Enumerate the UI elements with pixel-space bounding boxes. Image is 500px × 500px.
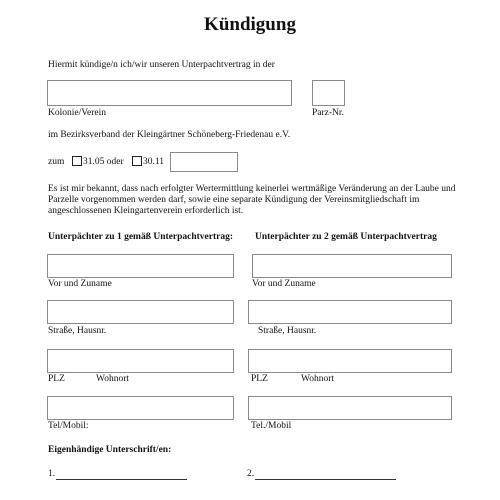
tenant2-street-label: Straße, Hausnr. (258, 326, 317, 336)
tenant1-street-label: Straße, Hausnr. (48, 326, 107, 336)
tenant2-tel-input[interactable] (248, 396, 452, 420)
tenant1-name-input[interactable] (47, 254, 234, 278)
zum-label: zum (48, 157, 65, 167)
date-3105-label: 31.05 oder (83, 157, 124, 167)
tenant1-tel-input[interactable] (47, 396, 234, 420)
tenant2-name-label: Vor und Zuname (252, 279, 316, 289)
year-input[interactable] (170, 152, 238, 172)
tenant1-name-label: Vor und Zuname (48, 279, 112, 289)
page-title: Kündigung (204, 14, 296, 35)
tenant1-wohnort-label: Wohnort (96, 374, 130, 384)
tenant1-plz-label: PLZ (48, 374, 65, 384)
intro-text: Hiermit kündige/n ich/wir unseren Unterpachtvertrag in der (48, 60, 275, 70)
notice-paragraph: Es ist mir bekannt, dass nach erfolgter Wertermittlung keinerlei wertmäßige Veränderung an der Laube und Parzelle vorgenommen werden darf, sowie eine separate Kündigung der Vereinsmitgliedschaft im angeschlossenen Kleingartenverein erforderlich ist. (48, 184, 456, 216)
tenant1-street-input[interactable] (47, 300, 234, 324)
signature-heading: Eigenhändige Unterschrift/en: (48, 445, 172, 455)
tenant2-plz-label: PLZ (251, 374, 268, 384)
signature2-line[interactable] (255, 479, 396, 480)
signature1-label: 1. (48, 469, 56, 479)
signature2-label: 2. (247, 469, 255, 479)
tenant2-heading: Unterpächter zu 2 gemäß Unterpachtvertrag (255, 232, 437, 242)
date-3105-checkbox[interactable] (72, 156, 82, 166)
signature1-line[interactable] (56, 479, 187, 480)
parzelle-label: Parz-Nr. (312, 108, 344, 118)
tenant1-heading: Unterpächter zu 1 gemäß Unterpachtvertrag: (48, 232, 234, 242)
tenant1-plz-ort-input[interactable] (47, 349, 234, 373)
date-3011-checkbox[interactable] (132, 156, 142, 166)
parzelle-input[interactable] (312, 80, 345, 106)
kolonie-input[interactable] (47, 80, 292, 106)
tenant2-wohnort-label: Wohnort (301, 374, 335, 384)
kolonie-label: Kolonie/Verein (48, 108, 107, 118)
tenant2-tel-label: Tel./Mobil (251, 421, 292, 431)
tenant2-street-input[interactable] (248, 300, 452, 324)
bezirk-text: im Bezirksverband der Kleingärtner Schöneberg-Friedenau e.V. (48, 130, 291, 140)
tenant2-plz-ort-input[interactable] (248, 349, 452, 373)
date-3011-label: 30.11 (143, 157, 165, 167)
tenant2-name-input[interactable] (252, 254, 452, 278)
tenant1-tel-label: Tel/Mobil: (48, 421, 89, 431)
